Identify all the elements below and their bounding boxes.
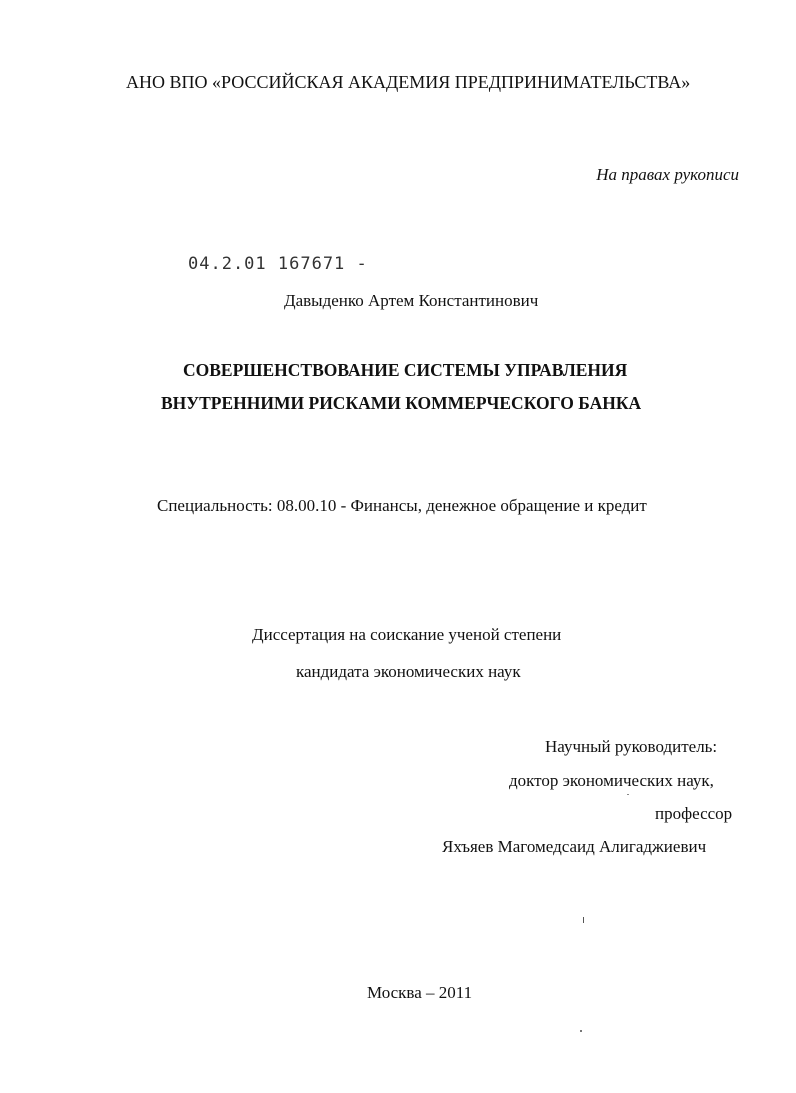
organization-name: АНО ВПО «РОССИЙСКАЯ АКАДЕМИЯ ПРЕДПРИНИМАТЕЛЬСТВА» <box>126 72 691 92</box>
specialty: Специальность: 08.00.10 - Финансы, денежное обращение и кредит <box>157 496 647 515</box>
scan-speck <box>627 794 629 795</box>
thesis-title-line-1: СОВЕРШЕНСТВОВАНИЕ СИСТЕМЫ УПРАВЛЕНИЯ <box>183 360 628 380</box>
thesis-title-line-2: ВНУТРЕННИМИ РИСКАМИ КОММЕРЧЕСКОГО БАНКА <box>161 393 642 413</box>
author-name: Давыденко Артем Константинович <box>284 291 539 310</box>
supervisor-degree: доктор экономических наук, <box>509 771 714 790</box>
supervisor-title: профессор <box>655 804 733 823</box>
supervisor-name: Яхъяев Магомедсаид Алигаджиевич <box>442 837 707 856</box>
dissertation-degree-line-2: кандидата экономических наук <box>296 662 521 681</box>
scan-speck <box>583 917 584 923</box>
registry-number-stamp: 04.2.01 167671 - <box>188 254 368 274</box>
supervisor-label: Научный руководитель: <box>545 737 718 756</box>
manuscript-note: На правах рукописи <box>596 165 739 184</box>
city-year: Москва – 2011 <box>367 983 473 1002</box>
dissertation-degree-line-1: Диссертация на соискание ученой степени <box>252 625 562 644</box>
scan-speck <box>580 1030 582 1032</box>
